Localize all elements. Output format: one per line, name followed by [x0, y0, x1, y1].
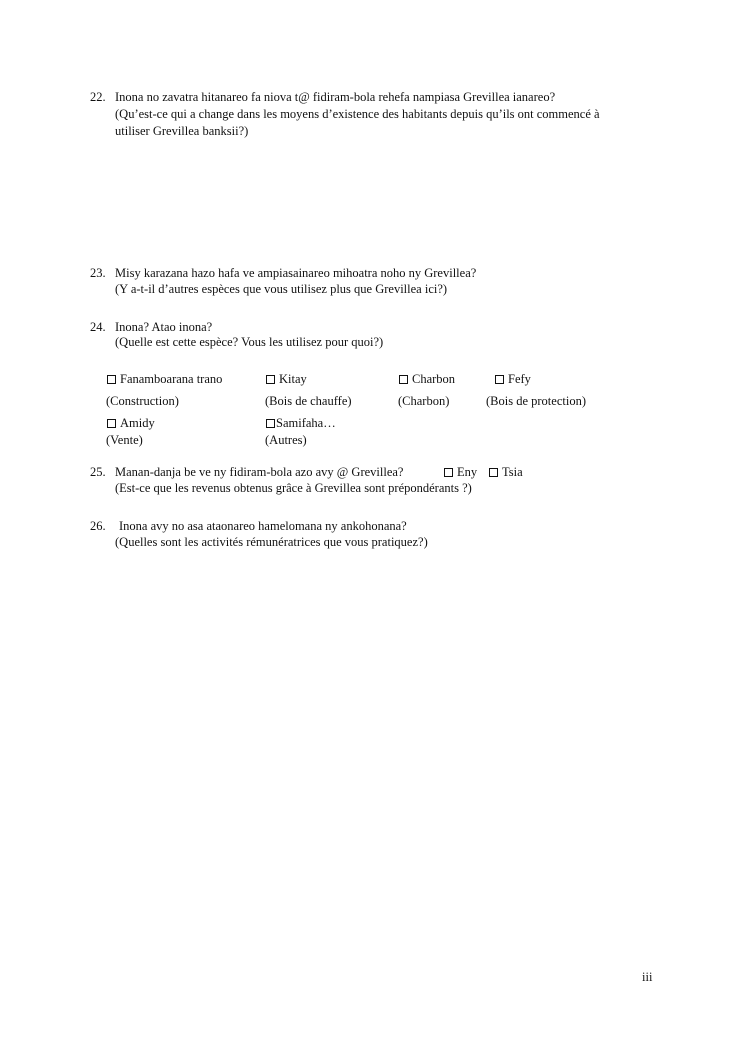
option-label: Fanamboarana trano [120, 372, 223, 386]
question-number: 25. [90, 465, 106, 479]
option-label: Charbon [412, 372, 456, 386]
question-translation: (Quelle est cette espèce? Vous les utilisez pour quoi?) [115, 335, 384, 349]
option-charbon-checkbox[interactable] [399, 371, 455, 387]
question-text: Misy karazana hazo hafa ve ampiasainareo mihoatra noho ny Grevillea? [115, 266, 477, 280]
option-label: Amidy [120, 416, 155, 430]
option-translation: (Construction) [106, 394, 179, 408]
yes-checkbox[interactable] [444, 464, 477, 480]
option-amidy-checkbox[interactable] [107, 415, 155, 431]
checkbox-icon [495, 375, 504, 384]
option-construction-checkbox[interactable] [107, 371, 222, 387]
question-number: 24. [90, 320, 106, 334]
option-translation: (Autres) [265, 433, 307, 447]
option-samifaha-checkbox[interactable] [266, 415, 336, 431]
question-translation: (Qu’est-ce qui a change dans les moyens d’existence des habitants depuis qu’ils ont commencé à [115, 107, 600, 121]
option-label: Fefy [508, 372, 531, 386]
checkbox-icon [266, 419, 275, 428]
checkbox-icon [107, 375, 116, 384]
checkbox-icon [266, 375, 275, 384]
page-number: iii [642, 970, 653, 984]
checkbox-icon [444, 468, 453, 477]
checkbox-icon [399, 375, 408, 384]
question-text: Manan-danja be ve ny fidiram-bola azo avy @ Grevillea? [115, 465, 404, 479]
question-number: 22. [90, 90, 106, 104]
option-translation: (Vente) [106, 433, 143, 447]
checkbox-icon [489, 468, 498, 477]
question-text: Inona no zavatra hitanareo fa niova t@ fidiram-bola rehefa nampiasa Grevillea ianareo? [115, 90, 556, 104]
checkbox-icon [107, 419, 116, 428]
option-translation: (Bois de chauffe) [265, 394, 352, 408]
question-translation: (Y a-t-il d’autres espèces que vous utilisez plus que Grevillea ici?) [115, 282, 448, 296]
question-number: 26. [90, 519, 106, 533]
option-label: Samifaha… [276, 416, 336, 430]
question-text: Inona avy no asa ataonareo hamelomana ny ankohonana? [119, 519, 407, 533]
yes-label: Eny [457, 465, 478, 479]
question-number: 23. [90, 266, 106, 280]
no-label: Tsia [502, 465, 523, 479]
question-text: Inona? Atao inona? [115, 320, 213, 334]
question-translation: (Est-ce que les revenus obtenus grâce à Grevillea sont prépondérants ?) [115, 481, 472, 495]
question-translation: (Quelles sont les activités rémunératrices que vous pratiquez?) [115, 535, 428, 549]
question-translation-continued: utiliser Grevillea banksii?) [115, 124, 249, 138]
option-kitay-checkbox[interactable] [266, 371, 307, 387]
no-checkbox[interactable] [489, 464, 523, 480]
option-translation: (Charbon) [398, 394, 450, 408]
option-fefy-checkbox[interactable] [495, 371, 531, 387]
option-translation: (Bois de protection) [486, 394, 586, 408]
option-label: Kitay [279, 372, 307, 386]
